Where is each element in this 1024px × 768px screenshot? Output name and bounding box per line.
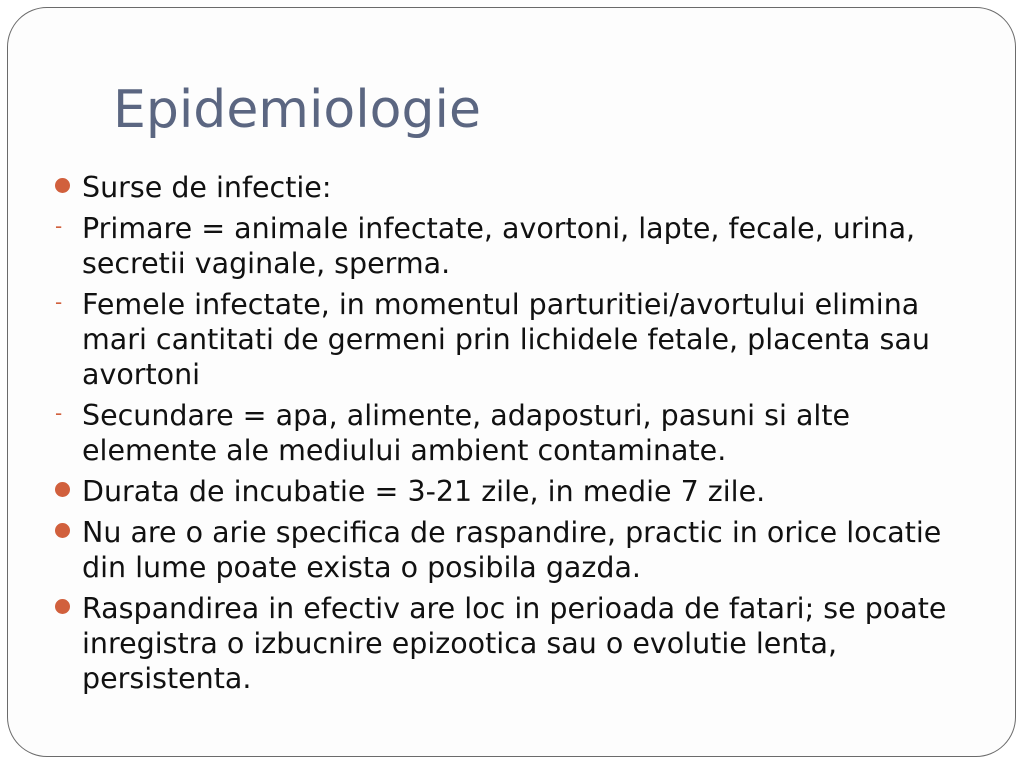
list-item-text: Primare = animale infectate, avortoni, lapte, fecale, urina, secretii vaginale, sperma. [82, 212, 916, 280]
list-item [50, 170, 970, 205]
list-item [50, 591, 970, 696]
list-item-text: Secundare = apa, alimente, adaposturi, pasuni si alte elemente ale mediului ambient contaminate. [82, 399, 851, 467]
list-item-text: Raspandirea in efectiv are loc in perioada de fatari; se poate inregistra o izbucnire epizootica sau o evolutie lenta, persistenta. [82, 592, 947, 695]
list-item [50, 474, 970, 509]
bullet-icon [55, 178, 70, 193]
list-item [50, 211, 970, 281]
bullet-icon [55, 482, 70, 497]
bullet-icon [55, 523, 70, 538]
list-item-text: Durata de incubatie = 3-21 zile, in medie 7 zile. [82, 475, 766, 508]
slide-title: Epidemiologie [113, 80, 481, 140]
bullet-list [50, 170, 970, 702]
list-item-text: Nu are o arie specifica de raspandire, practic in orice locatie din lume poate exista o posibila gazda. [82, 516, 942, 584]
list-item [50, 287, 970, 392]
dash-icon: - [55, 290, 63, 314]
list-item-text: Surse de infectie: [82, 171, 332, 204]
bullet-icon [55, 599, 70, 614]
list-item [50, 515, 970, 585]
list-item [50, 398, 970, 468]
dash-icon: - [55, 214, 63, 238]
list-item-text: Femele infectate, in momentul parturitiei/avortului elimina mari cantitati de germeni prin lichidele fetale, placenta sau avortoni [82, 288, 930, 391]
dash-icon: - [55, 401, 63, 425]
